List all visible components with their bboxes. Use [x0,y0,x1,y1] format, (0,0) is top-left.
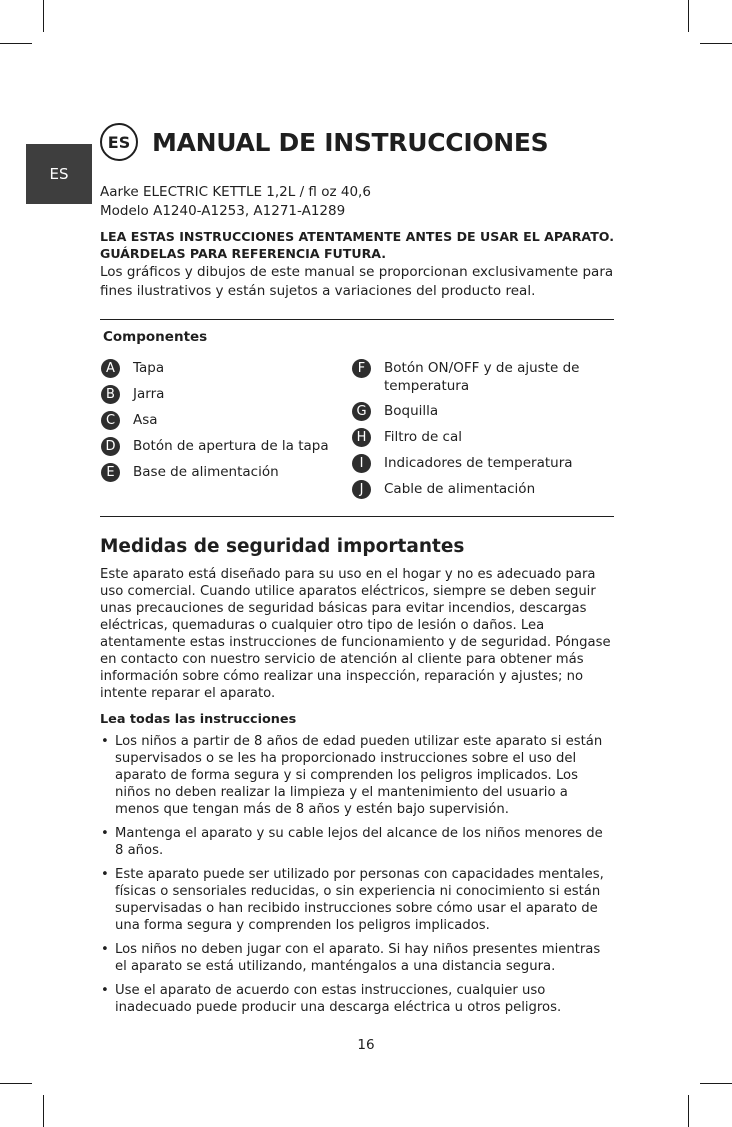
illustration-note: Los gráficos y dibujos de este manual se proporcionan exclusivamente para fines ilustrativos y están sujetos a variaciones del producto real. [100,264,614,299]
list-item: • Los niños a partir de 8 años de edad pueden utilizar este aparato si están supervisados o se les ha proporcionado instrucciones sobre el uso del aparato de forma segura y si comprenden los peligros implicados. Los niños no deben realizar la limpieza y el mantenimiento del usuario a menos que tengan más de 8 años y estén bajo supervisión. [100,733,614,818]
crop-mark [688,1095,689,1127]
components-title: Componentes [103,329,208,345]
component-item [352,480,602,499]
letter-badge: H [352,428,371,447]
letter-badge: I [352,454,371,473]
component-label: Asa [133,412,158,428]
component-item [352,402,602,421]
letter-badge: F [352,359,371,378]
component-label: Jarra [133,386,165,402]
component-item [101,411,341,430]
list-item: • Use el aparato de acuerdo con estas instrucciones, cualquier uso inadecuado puede producir una descarga eléctrica u otros peligros. [100,982,614,1016]
crop-mark [700,1083,732,1084]
letter-badge: J [352,480,371,499]
warning-text: LEA ESTAS INSTRUCCIONES ATENTAMENTE ANTES DE USAR EL APARATO. GUÁRDELAS PARA REFERENCIA FUTURA. [100,229,614,261]
crop-mark [688,0,689,32]
component-label: Cable de alimentación [384,481,536,497]
divider [100,319,614,320]
crop-mark [0,1083,32,1084]
component-item [101,359,341,378]
component-label: Base de alimentación [133,464,279,480]
model-numbers: Modelo A1240-A1253, A1271-A1289 [100,203,346,219]
letter-badge: B [101,385,120,404]
language-badge: ES [100,123,138,161]
component-label: Botón ON/OFF y de ajuste de temperatura [384,360,580,394]
component-item [352,454,602,473]
safety-section [100,536,614,1023]
components-list-right [352,359,602,506]
model-line: Aarke ELECTRIC KETTLE 1,2L / fl oz 40,6 [100,184,371,200]
component-item [101,385,341,404]
safety-bullet-list [100,733,614,1016]
divider [100,516,614,517]
components-list-left [101,359,341,489]
safety-paragraph: Este aparato está diseñado para su uso en el hogar y no es adecuado para uso comercial. Cuando utilice aparatos eléctricos, siempre se deben seguir unas precauciones de seguridad básicas para evitar incendios, descargas eléctricas, quemaduras o cualquier otro tipo de lesión o daños. Lea atentamente estas instrucciones de funcionamiento y de seguridad. Póngase en contacto con nuestro servicio de atención al cliente para obtener más información sobre cómo realizar una inspección, reparación y ajustes; no intente reparar el aparato. [100,567,611,701]
component-item [352,428,602,447]
section-subheading: Lea todas las instrucciones [100,712,297,727]
component-item [101,437,341,456]
letter-badge: C [101,411,120,430]
list-item: • Los niños no deben jugar con el aparato. Si hay niños presentes mientras el aparato se está utilizando, manténgalos a una distancia segura. [100,941,614,975]
crop-mark [700,43,732,44]
page-number: 16 [357,1037,375,1053]
component-label: Boquilla [384,403,439,419]
page-header [100,123,548,161]
component-label: Indicadores de temperatura [384,455,573,471]
section-heading: Medidas de seguridad importantes [100,536,465,557]
intro-section [100,183,614,301]
crop-mark [43,1095,44,1127]
letter-badge: D [101,437,120,456]
crop-mark [43,0,44,32]
letter-badge: A [101,359,120,378]
letter-badge: E [101,463,120,482]
page-title: MANUAL DE INSTRUCCIONES [152,127,549,157]
component-label: Filtro de cal [384,429,462,445]
component-label: Tapa [133,360,165,376]
list-item: • Mantenga el aparato y su cable lejos del alcance de los niños menores de 8 años. [100,825,614,859]
letter-badge: G [352,402,371,421]
component-item [352,359,602,395]
component-item [101,463,341,482]
crop-mark [0,43,32,44]
component-label: Botón de apertura de la tapa [133,438,329,454]
language-side-tab: ES [26,144,92,204]
list-item: • Este aparato puede ser utilizado por personas con capacidades mentales, físicas o sensoriales reducidas, o sin experiencia ni conocimiento si están supervisadas o han recibido instrucciones sobre cómo usar el aparato de una forma segura y comprenden los peligros implicados. [100,866,614,934]
